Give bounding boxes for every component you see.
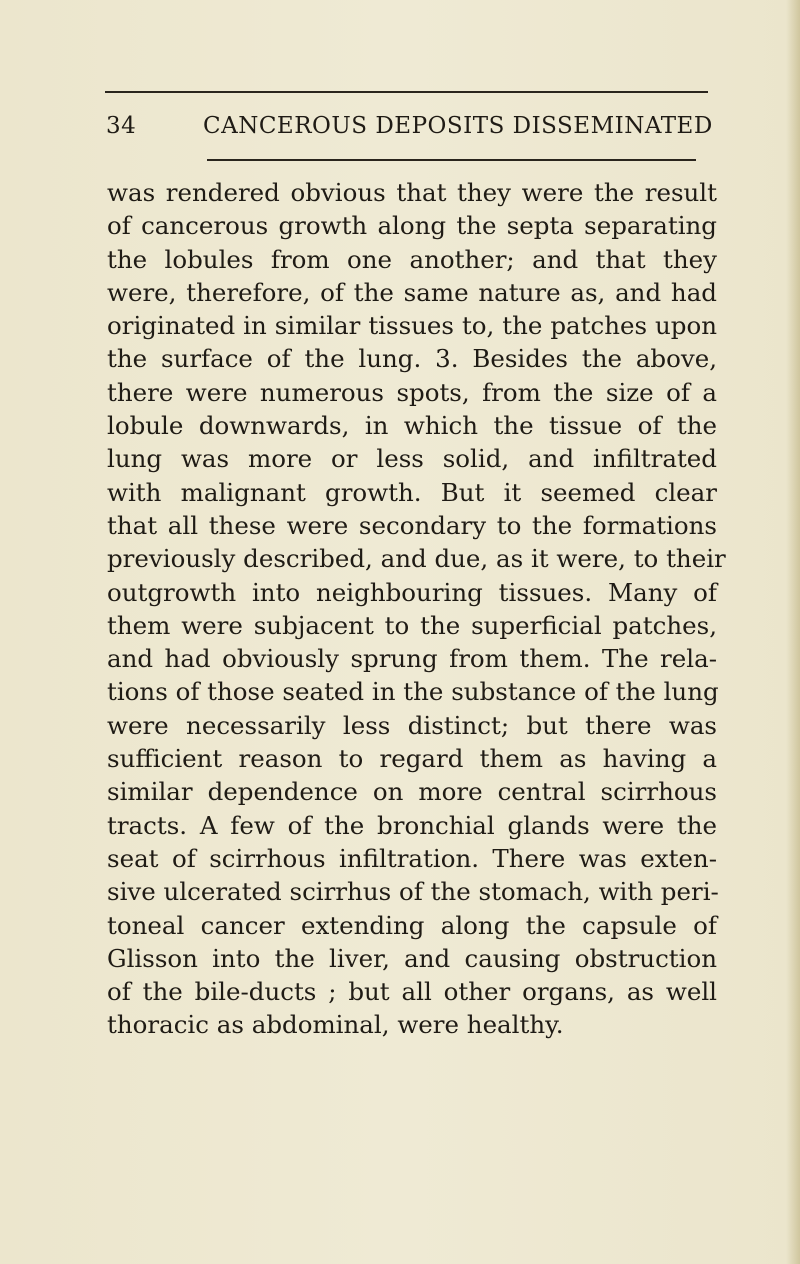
text-line: sufficient reason to regard them as having a bbox=[107, 744, 717, 774]
text-line: were, therefore, of the same nature as, and had bbox=[107, 277, 717, 307]
text-line: of cancerous growth along the septa separating bbox=[107, 211, 717, 241]
text-line: tions of those seated in the substance of the lung bbox=[107, 677, 719, 707]
running-head: CANCEROUS DEPOSITS DISSEMINATED bbox=[203, 113, 713, 139]
text-line: outgrowth into neighbouring tissues. Many of bbox=[107, 577, 717, 607]
text-line: Glisson into the liver, and causing obstruction bbox=[107, 943, 717, 973]
text-line: seat of scirrhous infiltration. There was exten- bbox=[107, 843, 717, 873]
page-number: 34 bbox=[106, 113, 137, 139]
text-line: and had obviously sprung from them. The rela- bbox=[107, 644, 717, 674]
text-line: sive ulcerated scirrhus of the stomach, with peri- bbox=[107, 877, 719, 907]
text-line-last: thoracic as abdominal, were healthy. bbox=[107, 1010, 564, 1040]
text-line: toneal cancer extending along the capsule of bbox=[107, 910, 717, 940]
text-line: similar dependence on more central scirrhous bbox=[107, 777, 717, 807]
text-line: originated in similar tissues to, the patches upon bbox=[107, 311, 717, 341]
page-edge-shadow bbox=[786, 0, 800, 1264]
text-line: was rendered obvious that they were the result bbox=[107, 178, 717, 207]
text-line: tracts. A few of the bronchial glands were the bbox=[107, 810, 717, 840]
text-line: there were numerous spots, from the size of a bbox=[107, 377, 717, 407]
text-line: with malignant growth. But it seemed clear bbox=[107, 477, 717, 507]
text-line: previously described, and due, as it were, to their bbox=[107, 544, 726, 574]
text-line: lobule downwards, in which the tissue of the bbox=[107, 411, 717, 441]
text-line: that all these were secondary to the formations bbox=[107, 510, 717, 540]
text-line: the surface of the lung. 3. Besides the above, bbox=[107, 344, 717, 374]
page-header bbox=[106, 113, 713, 147]
text-line: of the bile-ducts ; but all other organs, as well bbox=[107, 977, 717, 1007]
header-top-rule bbox=[105, 91, 708, 93]
text-line: lung was more or less solid, and infiltrated bbox=[107, 444, 717, 474]
text-line: the lobules from one another; and that they bbox=[107, 244, 717, 274]
text-line: were necessarily less distinct; but there was bbox=[107, 710, 717, 740]
body-text bbox=[107, 176, 726, 1042]
header-bottom-rule bbox=[207, 159, 696, 161]
text-line: them were subjacent to the superficial patches, bbox=[107, 610, 717, 640]
